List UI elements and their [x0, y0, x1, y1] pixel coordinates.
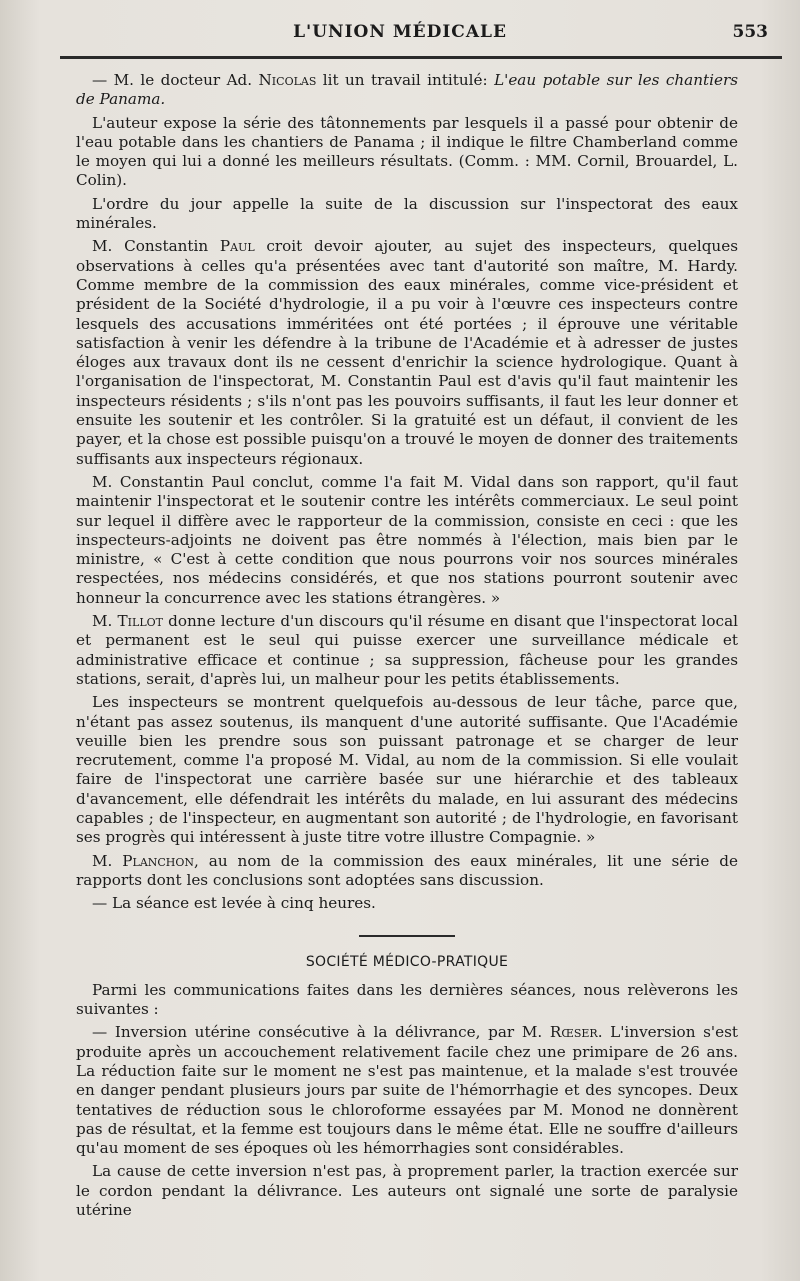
section-title: SOCIÉTÉ MÉDICO-PRATIQUE [305, 954, 509, 971]
paragraph-constantin-paul [76, 237, 738, 469]
page-header [0, 0, 800, 64]
paragraph-inspectors: Les inspecteurs se montrent quelquefois au-dessous de leur tâche, parce que, n'étant pas assez soutenus, ils manquent d'une autorité suffisante. Que l'Académie veuille bien les prendre sous son puissant patronage et se charger de leur recrutement, comme l'a proposé M. Vidal, au nom de la commission. Si elle voulait faire de l'inspectorat une carrière basée sur une hiérarchie et des tableaux d'avancement, elle défendrait les intérêts du malade, en lui assurant des médecins capables ; de l'inspecteur, en augmentant son autorité ; de l'hydrologie, en favorisant ses progrès qui intéressent à juste titre votre illustre Compagnie. » [76, 693, 738, 847]
paragraph-text: croit devoir ajouter, au sujet des inspecteurs, quelques observations à celles qu'a présentées avec tant d'autorité son maître, M. Hardy. Comme membre de la commission des eaux minérales, comme vice-président et président de la Société d'hydrologie, il a pu voir à l'œuvre ces inspecteurs contre lesquels des accusations imméritées ont été portées ; il éprouve une véritable satisfaction à venir les défendre à la tribune de l'Académie et à adresser de justes éloges aux travaux dont ils ne cessent d'enrichir la science hydrologique. Quant à l'organisation de l'inspectorat, M. Constantin Paul est d'avis qu'il faut maintenir les inspecteurs résidents ; s'ils n'ont pas les pouvoirs suffisants, il faut les leur donner et ensuite les soutenir et les contrôler. Si la gratuité est un défaut, il convient de les payer, et la chose est possible puisqu'on a trouvé le moyen de donner des traitements suffisants aux inspecteurs régionaux. [76, 237, 738, 468]
paragraph-text: M. [92, 612, 118, 631]
author-name: Rœser [549, 1023, 598, 1042]
page-number: 553 [732, 22, 768, 42]
speaker-name: Planchon [122, 851, 195, 870]
running-title: L'UNION MÉDICALE [293, 22, 507, 42]
paragraph-communications-intro: Parmi les communications faites dans les dernières séances, nous relèverons les suivantes : [76, 980, 738, 1019]
paragraph-text: M. [92, 851, 123, 870]
paragraph-text: . L'inversion s'est produite après un accouchement relativement facile chez une primipare de 26 ans. La réduction faite sur le moment ne s'est pas maintenue, et la malade s'est trouvée en danger pendant plusieurs jours par suite de l'hémorrhagie et des syncopes. Deux tentatives de réduction sous le chloroforme essayées par M. Monod ne donnèrent pas de résultat, et la femme est toujours dans le même état. Elle ne souffre d'ailleurs qu'au moment de ses époques où les hémorrhagies sont considérables. [76, 1023, 738, 1158]
paragraph-constantin-paul-conclusion: M. Constantin Paul conclut, comme l'a fait M. Vidal dans son rapport, qu'il faut maintenir l'inspectorat et le soutenir contre les intérêts commerciaux. Le seul point sur lequel il diffère avec le rapporteur de la commission, consiste en ceci : que les inspecteurs-adjoints ne doivent pas être nommés à l'élection, mais bien par le ministre, « C'est à cette condition que nous pourrons voir nos sources minérales respectées, nos médecins considérés, et que nos stations pourront soutenir avec honneur la concurrence avec les stations étrangères. » [76, 472, 738, 607]
paragraph-roeser [76, 1023, 738, 1158]
paragraph-planchon [76, 852, 738, 891]
speaker-name: Tillot [117, 612, 163, 631]
paragraph-text: donne lecture d'un discours qu'il résume en disant que l'inspectorat local et permanent est le seul qui puisse exercer une surveillance médicale et administrative efficace et continue ; sa suppression, fâcheuse pour les grandes stations, serait, d'après lui, un malheur pour les petits établissements. [76, 612, 738, 688]
paragraph-text: M. Constantin [92, 237, 220, 256]
paragraph-session-closed: — La séance est levée à cinq heures. [92, 894, 376, 913]
section-divider [359, 935, 455, 937]
paragraph-panama-water: L'auteur expose la série des tâtonnements par lesquels il a passé pour obtenir de l'eau potable dans les chantiers de Panama ; il indique le filtre Chamberland comme le moyen qui lui a donné les meilleurs résultats. (Comm. : MM. Cornil, Brouardel, L. Colin). [76, 113, 738, 190]
paragraph-text: — M. le docteur Ad. [92, 71, 259, 89]
speaker-name: Paul [219, 237, 255, 256]
work-title: L'eau potable sur les chantiers de Panama. [76, 71, 739, 109]
author-name: Nicolas [258, 71, 317, 89]
paragraph-tillot [76, 612, 738, 689]
article-body [76, 71, 738, 1220]
paragraph-nicolas [76, 71, 738, 110]
paragraph-text: lit un travail intitulé: [316, 71, 495, 89]
paragraph-inversion-cause: La cause de cette inversion n'est pas, à proprement parler, la traction exercée sur le cordon pendant la délivrance. Les auteurs ont signalé une sorte de paralysie utérine [76, 1162, 738, 1220]
paragraph-text: , au nom de la commission des eaux minérales, lit une série de rapports dont les conclusions sont adoptées sans discussion. [76, 851, 738, 889]
paragraph-text: — Inversion utérine consécutive à la délivrance, par M. [92, 1023, 550, 1042]
header-rule [60, 56, 782, 59]
paragraph-order-of-day: L'ordre du jour appelle la suite de la discussion sur l'inspectorat des eaux minérales. [76, 194, 738, 233]
